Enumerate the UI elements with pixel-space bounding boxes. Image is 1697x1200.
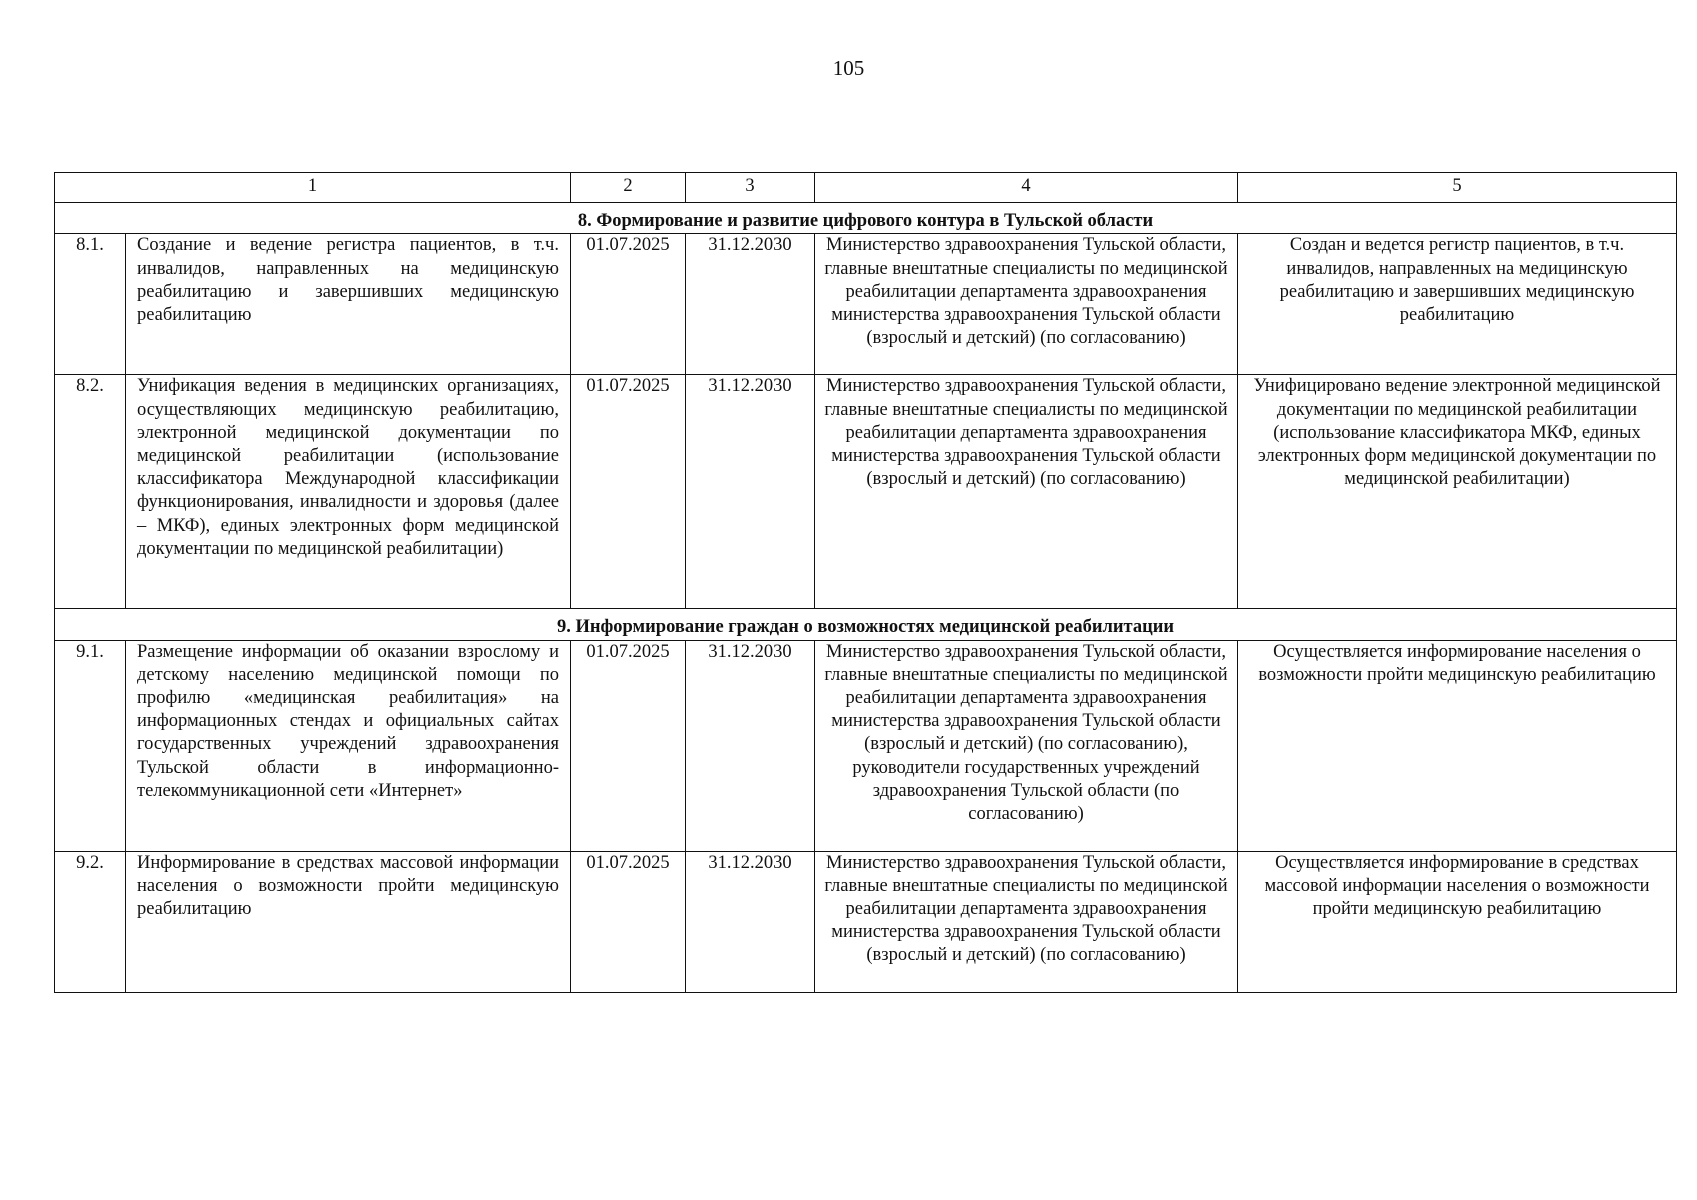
section-heading-row bbox=[55, 609, 1677, 640]
section-title: 9. Информирование граждан о возможностях медицинской реабилитации bbox=[55, 609, 1677, 640]
expected-result: Осуществляется информирование в средствах массовой информации населения о возможности пройти медицинскую реабилитацию bbox=[1238, 851, 1677, 992]
start-date: 01.07.2025 bbox=[571, 640, 686, 851]
section-title: 8. Формирование и развитие цифрового контура в Тульской области bbox=[55, 203, 1677, 234]
item-description: Создание и ведение регистра пациентов, в т.ч. инвалидов, направленных на медицинскую реабилитацию и завершивших медицинскую реабилитацию bbox=[126, 234, 571, 375]
column-number: 4 bbox=[815, 173, 1238, 203]
end-date: 31.12.2030 bbox=[686, 234, 815, 375]
expected-result: Унифицировано ведение электронной медицинской документации по медицинской реабилитации (использование классификатора МКФ, единых электронных форм медицинской документации по медицинской реабилитации) bbox=[1238, 375, 1677, 609]
responsible-party: Министерство здравоохранения Тульской области, главные внештатные специалисты по медицинской реабилитации департамента здравоохранения министерства здравоохранения Тульской области (взрослый и детский) (по согласованию) bbox=[815, 234, 1238, 375]
end-date: 31.12.2030 bbox=[686, 851, 815, 992]
end-date: 31.12.2030 bbox=[686, 640, 815, 851]
column-number: 3 bbox=[686, 173, 815, 203]
item-number: 9.1. bbox=[55, 640, 126, 851]
item-number: 8.1. bbox=[55, 234, 126, 375]
responsible-party: Министерство здравоохранения Тульской области, главные внештатные специалисты по медицинской реабилитации департамента здравоохранения министерства здравоохранения Тульской области (взрослый и детский) (по согласованию) bbox=[815, 851, 1238, 992]
column-number: 2 bbox=[571, 173, 686, 203]
item-description: Унификация ведения в медицинских организациях, осуществляющих медицинскую реабилитацию, электронной медицинской документации по медицинской реабилитации (использование классификатора Международной классификации функционирования, инвалидности и здоровья (далее – МКФ), единых электронных форм медицинской документации по медицинской реабилитации) bbox=[126, 375, 571, 609]
item-number: 9.2. bbox=[55, 851, 126, 992]
start-date: 01.07.2025 bbox=[571, 851, 686, 992]
responsible-party: Министерство здравоохранения Тульской области, главные внештатные специалисты по медицинской реабилитации департамента здравоохранения министерства здравоохранения Тульской области (взрослый и детский) (по согласованию), руководители государственных учреждений здравоохранения Тульской области (по согласованию) bbox=[815, 640, 1238, 851]
item-description: Размещение информации об оказании взрослому и детскому населению медицинской помощи по профилю «медицинская реабилитация» на информационных стендах и официальных сайтах государственных учреждений здравоохранения Тульской области в информационно-телекоммуникационной сети «Интернет» bbox=[126, 640, 571, 851]
item-description: Информирование в средствах массовой информации населения о возможности пройти медицинскую реабилитацию bbox=[126, 851, 571, 992]
item-number: 8.2. bbox=[55, 375, 126, 609]
page-number: 105 bbox=[832, 56, 865, 80]
start-date: 01.07.2025 bbox=[571, 234, 686, 375]
responsible-party: Министерство здравоохранения Тульской области, главные внештатные специалисты по медицинской реабилитации департамента здравоохранения министерства здравоохранения Тульской области (взрослый и детский) (по согласованию) bbox=[815, 375, 1238, 609]
column-number: 1 bbox=[55, 173, 571, 203]
column-number-row bbox=[55, 173, 1677, 203]
table-row bbox=[55, 640, 1677, 851]
section-heading-row bbox=[55, 203, 1677, 234]
expected-result: Осуществляется информирование населения о возможности пройти медицинскую реабилитацию bbox=[1238, 640, 1677, 851]
start-date: 01.07.2025 bbox=[571, 375, 686, 609]
table-row bbox=[55, 234, 1677, 375]
table-row bbox=[55, 851, 1677, 992]
table-row bbox=[55, 375, 1677, 609]
measures-table bbox=[54, 172, 1677, 993]
end-date: 31.12.2030 bbox=[686, 375, 815, 609]
expected-result: Создан и ведется регистр пациентов, в т.ч. инвалидов, направленных на медицинскую реабилитацию и завершивших медицинскую реабилитацию bbox=[1238, 234, 1677, 375]
column-number: 5 bbox=[1238, 173, 1677, 203]
